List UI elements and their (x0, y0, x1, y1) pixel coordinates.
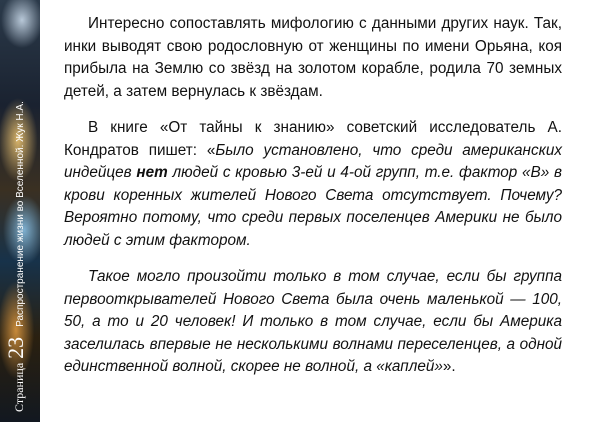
document-body (64, 13, 562, 379)
quote-part-c: Такое могло произойти только в том случае, если бы группа первооткрывателей Нового Света была очень маленькой — 100, 50, а то и 20 человек! И только в том случае, если бы Америка заселилась впервые не несколькими волнами переселенцев, а одной единственной волной, скорее не волной, а «каплей» (64, 268, 562, 375)
sidebar-caption (5, 12, 27, 412)
paragraph-3 (64, 266, 562, 379)
page-word-label: Страница (12, 362, 26, 412)
paragraph-1 (64, 13, 562, 103)
page-number: 23 (3, 336, 28, 359)
paragraph-1-text: Интересно сопоставлять мифологию с данными других наук. Так, инки выводят свою родословную от женщины по имени Орьяна, коя прибыла на Землю со звёзд на золотом корабле, родила 70 земных детей, а затем вернулась к звёздам. (64, 15, 562, 100)
quote-bold-word: нет (136, 164, 168, 181)
quote-part-a: Было установлено, что среди американских индейцев (64, 141, 562, 181)
paragraph-2-lead: В книге «От тайны к знанию» советский исследователь А. Кондратов пишет: « (64, 119, 562, 159)
paragraph-2 (64, 117, 562, 252)
decorative-side-strip (0, 0, 40, 422)
running-title: Распространение жизни во Вселенной. Жук Н.А. (15, 101, 26, 327)
quote-close: ». (442, 358, 456, 375)
quote-part-b: людей с кровью 3-ей и 4-ой групп, т.е. фактор «В» в крови коренных жителей Нового Света отсутствует. Почему? Вероятно потому, что среди первых поселенцев Америки не было людей с этим фактором. (64, 164, 562, 249)
